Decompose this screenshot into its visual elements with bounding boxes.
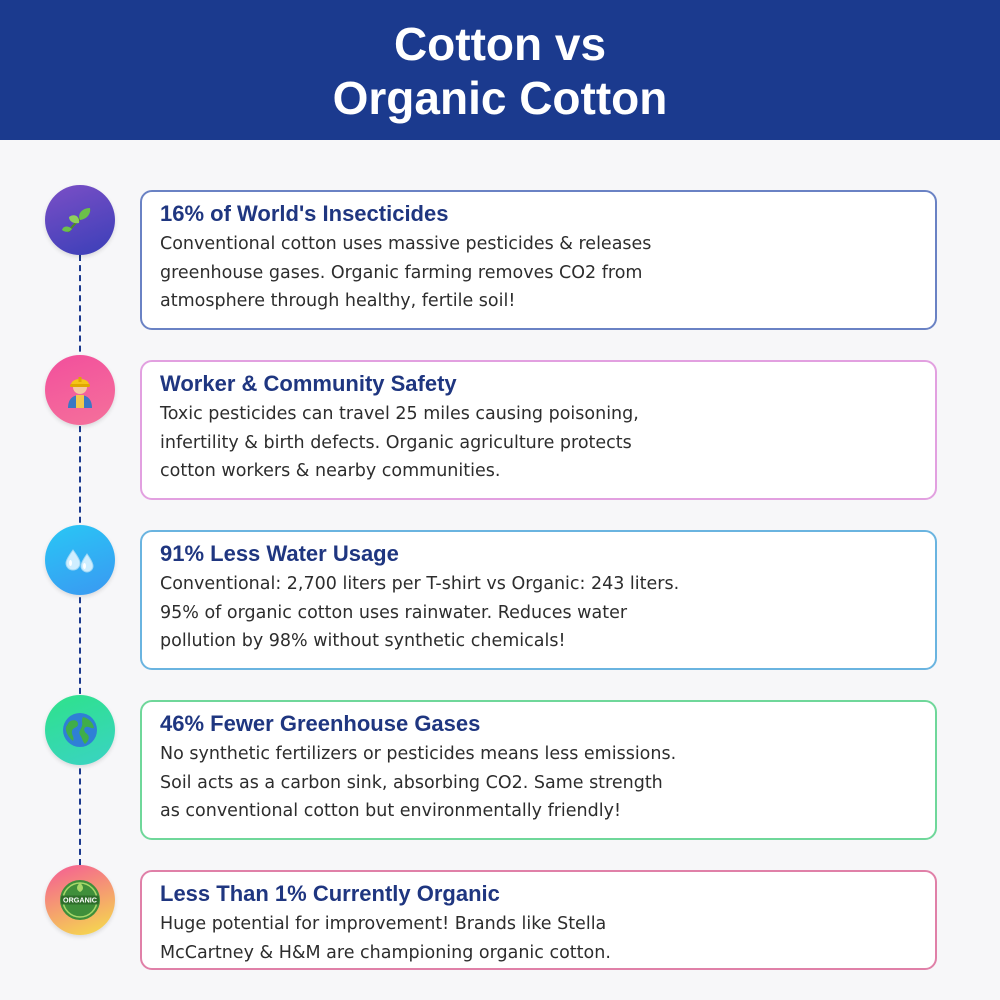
item-circle-worker-safety xyxy=(45,355,115,425)
card-body-line: Soil acts as a carbon sink, absorbing CO2. Same strength xyxy=(160,772,663,793)
info-card-greenhouse-gases xyxy=(140,700,937,840)
card-body xyxy=(160,230,917,316)
leaf-icon xyxy=(60,200,100,240)
info-card-insecticides xyxy=(140,190,937,330)
card-title: 46% Fewer Greenhouse Gases xyxy=(160,711,481,736)
card-body-line: Huge potential for improvement! Brands like Stella xyxy=(160,914,607,934)
card-body-line: atmosphere through healthy, fertile soil! xyxy=(160,291,516,311)
card-body-line: as conventional cotton but environmentally friendly! xyxy=(160,801,621,821)
organic-badge-text: ORGANIC xyxy=(63,895,97,905)
item-circle-insecticides xyxy=(45,185,115,255)
card-body-line: McCartney & H&M are championing organic cotton. xyxy=(160,942,611,963)
header-banner xyxy=(0,0,1000,140)
card-body xyxy=(160,740,917,826)
card-body-line: Toxic pesticides can travel 25 miles causing poisoning, xyxy=(160,404,639,424)
card-body-line: No synthetic fertilizers or pesticides means less emissions. xyxy=(160,744,677,764)
info-card-water-usage xyxy=(140,530,937,670)
card-body-line: greenhouse gases. Organic farming removes CO2 from xyxy=(160,262,643,283)
globe-icon xyxy=(60,710,100,750)
water-drops-icon xyxy=(60,540,100,580)
card-title: Worker & Community Safety xyxy=(160,371,457,396)
page-title-line2: Organic Cotton xyxy=(332,72,668,124)
organic-badge-icon xyxy=(57,877,103,923)
card-body-line: infertility & birth defects. Organic agriculture protects xyxy=(160,432,632,453)
card-body-line: Conventional cotton uses massive pesticides & releases xyxy=(160,234,652,254)
card-title: 91% Less Water Usage xyxy=(160,541,399,566)
card-body-line: Conventional: 2,700 liters per T-shirt vs Organic: 243 liters. xyxy=(160,574,680,594)
page-title-line1: Cotton vs xyxy=(393,18,607,70)
card-body-line: cotton workers & nearby communities. xyxy=(160,461,501,481)
card-title: Less Than 1% Currently Organic xyxy=(160,881,500,906)
item-circle-greenhouse-gases xyxy=(45,695,115,765)
info-card-currently-organic xyxy=(140,870,937,970)
card-body xyxy=(160,400,917,486)
card-title: 16% of World's Insecticides xyxy=(160,201,449,226)
worker-icon xyxy=(60,370,100,410)
card-body xyxy=(160,570,917,656)
card-body xyxy=(160,910,917,967)
info-card-worker-safety xyxy=(140,360,937,500)
card-body-line: 95% of organic cotton uses rainwater. Reduces water xyxy=(160,602,628,623)
item-circle-water-usage xyxy=(45,525,115,595)
item-circle-currently-organic xyxy=(45,865,115,935)
card-body-line: pollution by 98% without synthetic chemicals! xyxy=(160,631,566,651)
